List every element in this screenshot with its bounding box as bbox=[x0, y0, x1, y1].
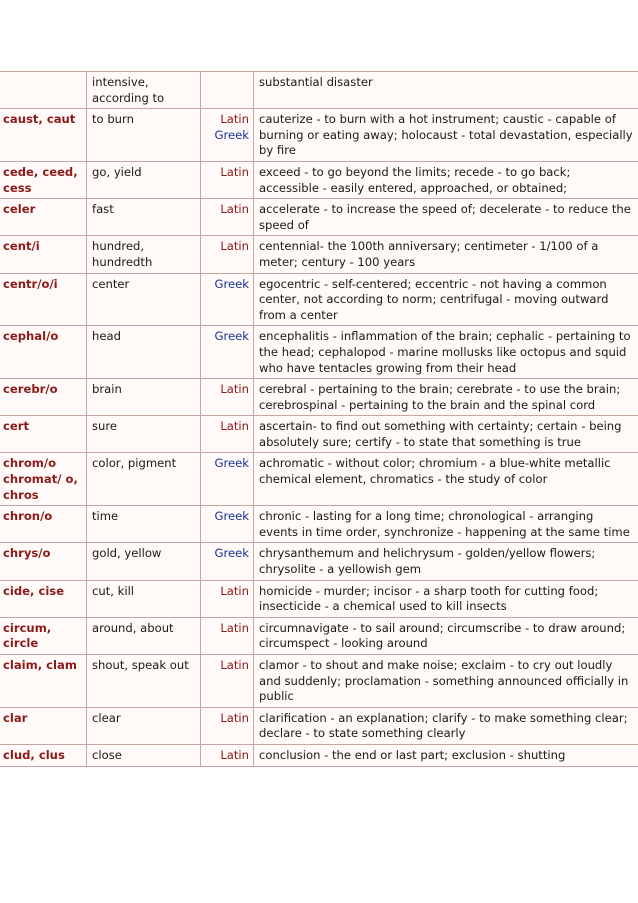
origin-cell bbox=[201, 326, 254, 379]
root-cell: caust, caut bbox=[0, 109, 87, 162]
table-row bbox=[0, 199, 638, 236]
root-cell: chron/o bbox=[0, 506, 87, 543]
meaning-cell: around, about bbox=[87, 617, 201, 654]
table-row bbox=[0, 453, 638, 506]
examples-cell: centennial- the 100th anniversary; centimeter - 1/100 of a meter; century - 100 years bbox=[254, 236, 638, 273]
table-row bbox=[0, 617, 638, 654]
meaning-cell: fast bbox=[87, 199, 201, 236]
examples-cell: accelerate - to increase the speed of; decelerate - to reduce the speed of bbox=[254, 199, 638, 236]
origin-cell bbox=[201, 273, 254, 326]
table-row bbox=[0, 161, 638, 198]
origin-label: Latin bbox=[220, 710, 249, 725]
meaning-cell: cut, kill bbox=[87, 580, 201, 617]
meaning-cell: intensive, according to bbox=[87, 72, 201, 109]
meaning-cell: shout, speak out bbox=[87, 655, 201, 708]
meaning-cell: time bbox=[87, 506, 201, 543]
table-row bbox=[0, 72, 638, 109]
origin-label: Latin bbox=[220, 583, 249, 598]
origin-cell bbox=[201, 109, 254, 162]
origin-label: Latin bbox=[220, 239, 249, 254]
table-row bbox=[0, 744, 638, 766]
meaning-cell: gold, yellow bbox=[87, 543, 201, 580]
examples-cell: circumnavigate - to sail around; circumscribe - to draw around; circumspect - looking around bbox=[254, 617, 638, 654]
table-row bbox=[0, 707, 638, 744]
root-cell: cerebr/o bbox=[0, 379, 87, 416]
table-row bbox=[0, 655, 638, 708]
root-cell: celer bbox=[0, 199, 87, 236]
examples-cell: achromatic - without color; chromium - a blue-white metallic chemical element, chromatics - the study of color bbox=[254, 453, 638, 506]
examples-cell: chronic - lasting for a long time; chronological - arranging events in time order, synchronize - happening at the same time bbox=[254, 506, 638, 543]
origin-cell bbox=[201, 72, 254, 109]
origin-cell bbox=[201, 744, 254, 766]
table-row bbox=[0, 506, 638, 543]
origin-label: Greek bbox=[214, 546, 249, 561]
examples-cell: exceed - to go beyond the limits; recede - to go back; accessible - easily entered, approached, or obtained; bbox=[254, 161, 638, 198]
root-cell: centr/o/i bbox=[0, 273, 87, 326]
meaning-cell: color, pigment bbox=[87, 453, 201, 506]
origin-label: Greek bbox=[214, 456, 249, 471]
origin-cell bbox=[201, 161, 254, 198]
origin-label: Latin bbox=[220, 202, 249, 217]
examples-cell: cauterize - to burn with a hot instrument; caustic - capable of burning or eating away; holocaust - total devastation, especially by fire bbox=[254, 109, 638, 162]
examples-cell: substantial disaster bbox=[254, 72, 638, 109]
origin-cell bbox=[201, 580, 254, 617]
table-row bbox=[0, 580, 638, 617]
origin-label: Greek bbox=[214, 509, 249, 524]
origin-label: Latin bbox=[220, 620, 249, 635]
meaning-cell: hundred, hundredth bbox=[87, 236, 201, 273]
origin-label: Latin bbox=[220, 419, 249, 434]
origin-label: Greek bbox=[214, 127, 249, 142]
origin-label: Latin bbox=[220, 164, 249, 179]
root-cell: chrom/o chromat/ o, chros bbox=[0, 453, 87, 506]
meaning-cell: to burn bbox=[87, 109, 201, 162]
examples-cell: conclusion - the end or last part; exclusion - shutting bbox=[254, 744, 638, 766]
examples-cell: chrysanthemum and helichrysum - golden/yellow flowers; chrysolite - a yellowish gem bbox=[254, 543, 638, 580]
origin-cell bbox=[201, 379, 254, 416]
origin-label: Latin bbox=[220, 658, 249, 672]
origin-label: Latin bbox=[220, 112, 249, 127]
meaning-cell: go, yield bbox=[87, 161, 201, 198]
meaning-cell: head bbox=[87, 326, 201, 379]
origin-label: Latin bbox=[220, 382, 249, 397]
origin-cell bbox=[201, 617, 254, 654]
meaning-cell: center bbox=[87, 273, 201, 326]
root-cell: cephal/o bbox=[0, 326, 87, 379]
root-cell: circum, circle bbox=[0, 617, 87, 654]
origin-cell bbox=[201, 236, 254, 273]
examples-cell: homicide - murder; incisor - a sharp tooth for cutting food; insecticide - a chemical used to kill insects bbox=[254, 580, 638, 617]
meaning-cell: close bbox=[87, 744, 201, 766]
meaning-cell: sure bbox=[87, 416, 201, 453]
table-row bbox=[0, 416, 638, 453]
word-roots-table-body bbox=[0, 72, 638, 767]
root-cell: cert bbox=[0, 416, 87, 453]
origin-cell bbox=[201, 453, 254, 506]
table-row bbox=[0, 109, 638, 162]
root-cell: cide, cise bbox=[0, 580, 87, 617]
root-cell bbox=[0, 72, 87, 109]
origin-label: Latin bbox=[220, 747, 249, 762]
meaning-cell: clear bbox=[87, 707, 201, 744]
origin-label: Greek bbox=[214, 329, 249, 344]
examples-cell: clarification - an explanation; clarify - to make something clear; declare - to state something clearly bbox=[254, 707, 638, 744]
root-cell: cent/i bbox=[0, 236, 87, 273]
origin-label: Greek bbox=[214, 276, 249, 291]
root-cell: clud, clus bbox=[0, 744, 87, 766]
origin-cell bbox=[201, 655, 254, 708]
table-row bbox=[0, 543, 638, 580]
examples-cell: cerebral - pertaining to the brain; cerebrate - to use the brain; cerebrospinal - pertaining to the brain and the spinal cord bbox=[254, 379, 638, 416]
examples-cell: encephalitis - inflammation of the brain; cephalic - pertaining to the head; cephalopod - marine mollusks like octopus and squid who have tentacles growing from their head bbox=[254, 326, 638, 379]
root-cell: chrys/o bbox=[0, 543, 87, 580]
root-cell: claim, clam bbox=[0, 655, 87, 708]
table-row bbox=[0, 326, 638, 379]
origin-cell bbox=[201, 543, 254, 580]
examples-cell: egocentric - self-centered; eccentric - not having a common center, not according to norm; centrifugal - moving outward from a center bbox=[254, 273, 638, 326]
word-roots-table bbox=[0, 71, 638, 767]
meaning-cell: brain bbox=[87, 379, 201, 416]
origin-cell bbox=[201, 506, 254, 543]
table-row bbox=[0, 236, 638, 273]
table-row bbox=[0, 273, 638, 326]
examples-cell: clamor - to shout and make noise; exclaim - to cry out loudly and suddenly; proclamation - something announced officially in public bbox=[254, 655, 638, 708]
root-cell: cede, ceed, cess bbox=[0, 161, 87, 198]
root-cell: clar bbox=[0, 707, 87, 744]
origin-cell bbox=[201, 199, 254, 236]
table-row bbox=[0, 379, 638, 416]
origin-cell bbox=[201, 707, 254, 744]
examples-cell: ascertain- to find out something with certainty; certain - being absolutely sure; certify - to state that something is true bbox=[254, 416, 638, 453]
origin-cell bbox=[201, 416, 254, 453]
